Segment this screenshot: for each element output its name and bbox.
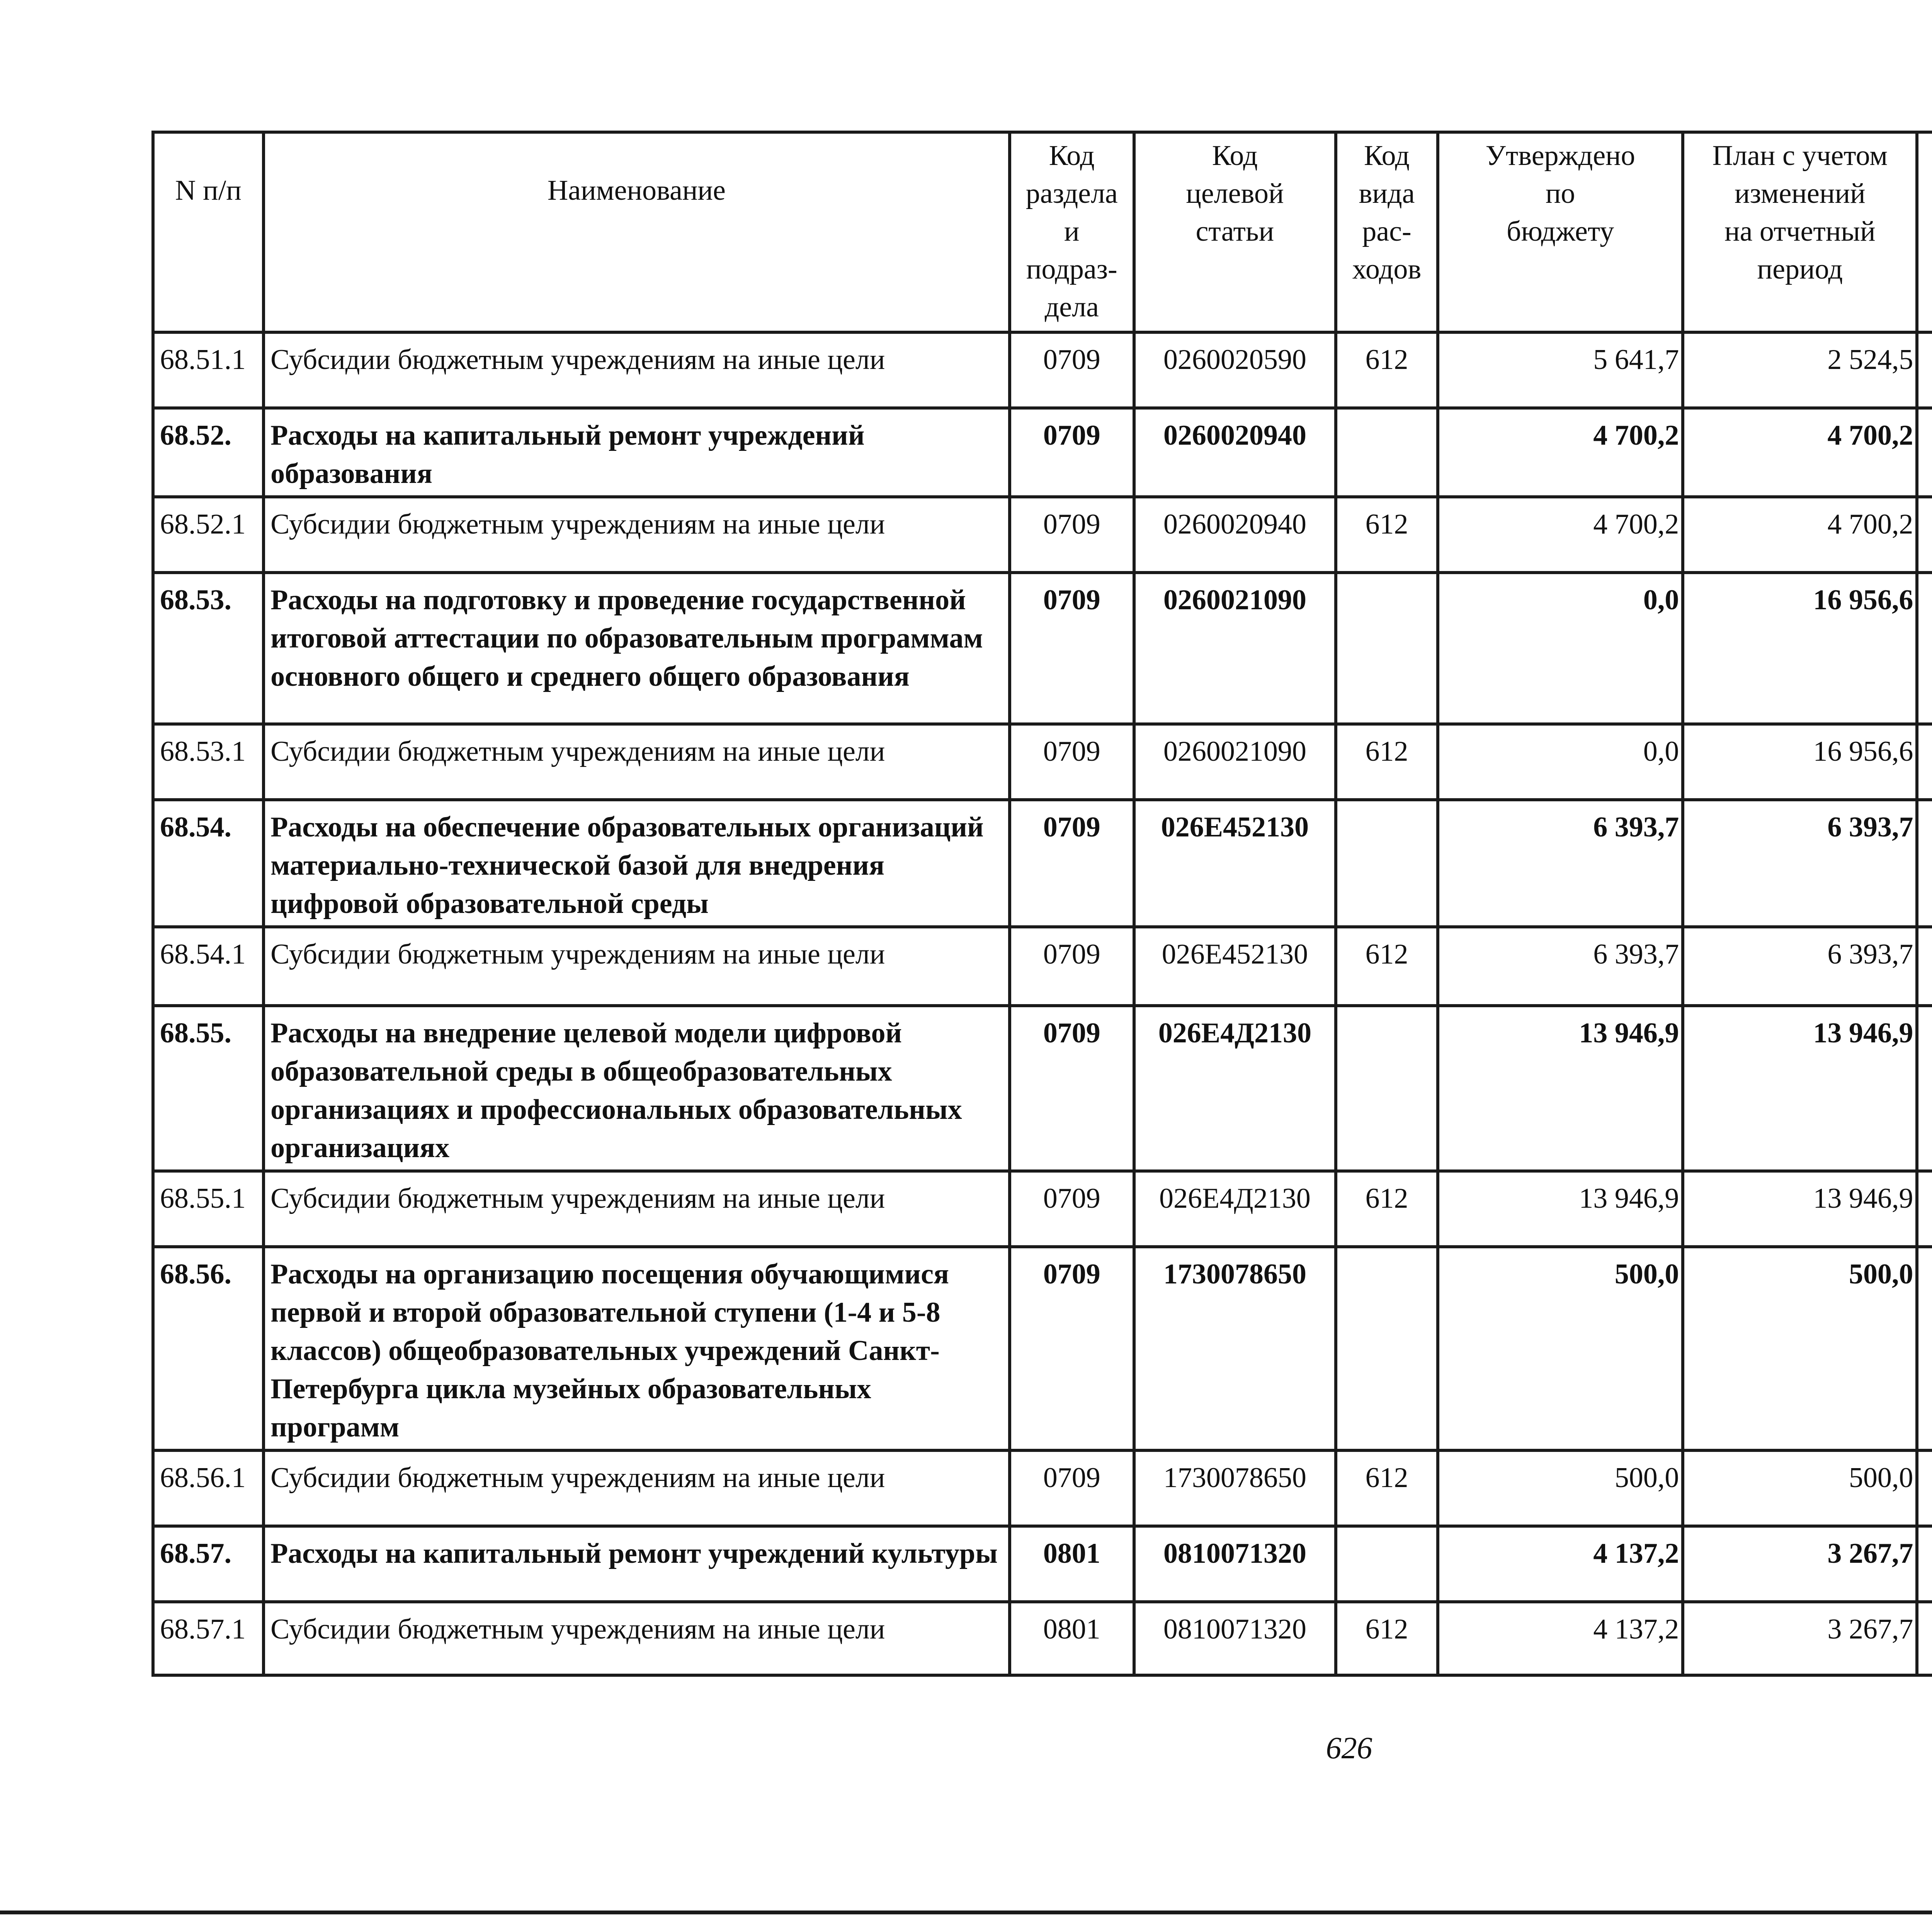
col-num-header [153, 132, 264, 332]
row-utverzhdeno: 0,0 [1438, 573, 1683, 724]
row-ispolneno [1917, 1247, 1932, 1450]
row-utverzhdeno: 500,0 [1438, 1450, 1683, 1526]
row-tselevoy: 0260020940 [1134, 497, 1336, 573]
row-vid: 612 [1336, 332, 1438, 408]
utverzhdeno-line: Утверждено [1485, 140, 1635, 172]
row-tselevoy: 0810071320 [1134, 1526, 1336, 1602]
row-num: 68.52.1 [153, 497, 264, 573]
row-vid [1336, 573, 1438, 724]
tselevoy-line: целевой [1186, 178, 1284, 209]
table-row [153, 408, 1932, 497]
table-row [153, 724, 1932, 800]
row-ispolneno [1917, 1526, 1932, 1602]
row-plan: 16 956,6 [1683, 724, 1917, 800]
row-num: 68.53. [153, 573, 264, 724]
page-number: 626 [1326, 1731, 1372, 1765]
row-utverzhdeno: 4 700,2 [1438, 408, 1683, 497]
row-tselevoy: 1730078650 [1134, 1450, 1336, 1526]
vid-line: вида [1359, 178, 1415, 209]
row-vid: 612 [1336, 1602, 1438, 1675]
row-razdel: 0709 [1010, 1450, 1134, 1526]
row-num: 68.57.1 [153, 1602, 264, 1675]
header-row [153, 132, 1932, 332]
row-num: 68.54. [153, 800, 264, 927]
row-razdel: 0709 [1010, 497, 1134, 573]
row-plan: 13 946,9 [1683, 1006, 1917, 1171]
row-plan: 3 267,7 [1683, 1602, 1917, 1675]
ispolneno-line [1922, 175, 1932, 212]
row-vid: 612 [1336, 497, 1438, 573]
razdel-line: Код [1049, 140, 1095, 172]
row-tselevoy: 1730078650 [1134, 1247, 1336, 1450]
table-row [153, 1006, 1932, 1171]
row-num: 68.51.1 [153, 332, 264, 408]
table-row [153, 1247, 1932, 1450]
ispolneno-line [1922, 212, 1932, 250]
row-plan: 500,0 [1683, 1247, 1917, 1450]
row-ispolneno [1917, 573, 1932, 724]
row-ispolneno [1917, 497, 1932, 573]
row-vid: 612 [1336, 1450, 1438, 1526]
row-razdel: 0709 [1010, 724, 1134, 800]
row-razdel: 0709 [1010, 573, 1134, 724]
row-name: Субсидии бюджетным учреждениям на иные цели [264, 1171, 1010, 1247]
row-name: Расходы на организацию посещения обучающимися первой и второй образовательной ступени (1-4 и 5-8 классов) общеобразовательных учреждений Санкт-Петербурга цикла музейных образовательных программ [264, 1247, 1010, 1450]
table-row [153, 1171, 1932, 1247]
row-name: Расходы на капитальный ремонт учреждений образования [264, 408, 1010, 497]
razdel-line: и [1064, 216, 1080, 247]
vid-line: Код [1364, 140, 1410, 172]
row-name: Расходы на подготовку и проведение государственной итоговой аттестации по образовательным программам основного общего и среднего общего образования [264, 573, 1010, 724]
scan-border-bottom [0, 1911, 1932, 1914]
row-plan: 13 946,9 [1683, 1171, 1917, 1247]
row-num: 68.53.1 [153, 724, 264, 800]
row-name: Субсидии бюджетным учреждениям на иные цели [264, 332, 1010, 408]
row-name: Расходы на капитальный ремонт учреждений культуры [264, 1526, 1010, 1602]
row-ispolneno [1917, 1450, 1932, 1526]
col-tselevoy-header [1134, 132, 1336, 332]
row-utverzhdeno: 4 700,2 [1438, 497, 1683, 573]
table-row [153, 332, 1932, 408]
row-vid [1336, 1247, 1438, 1450]
row-ispolneno [1917, 1171, 1932, 1247]
col-name-header [264, 132, 1010, 332]
row-vid [1336, 800, 1438, 927]
row-ispolneno [1917, 800, 1932, 927]
row-tselevoy: 0810071320 [1134, 1602, 1336, 1675]
row-tselevoy: 0260020940 [1134, 408, 1336, 497]
row-name: Субсидии бюджетным учреждениям на иные цели [264, 1602, 1010, 1675]
row-plan: 16 956,6 [1683, 573, 1917, 724]
row-ispolneno [1917, 1006, 1932, 1171]
row-razdel: 0709 [1010, 408, 1134, 497]
col-name-label: Наименование [547, 175, 726, 206]
row-vid: 612 [1336, 927, 1438, 1006]
table-row [153, 1602, 1932, 1675]
vid-line: ходов [1352, 253, 1422, 285]
row-razdel: 0801 [1010, 1526, 1134, 1602]
razdel-line: дела [1044, 291, 1099, 323]
table-row [153, 1450, 1932, 1526]
row-name: Субсидии бюджетным учреждениям на иные цели [264, 1450, 1010, 1526]
row-name: Субсидии бюджетным учреждениям на иные цели [264, 724, 1010, 800]
row-tselevoy: 026E4Д2130 [1134, 1171, 1336, 1247]
col-vid-header [1336, 132, 1438, 332]
col-razdel-header [1010, 132, 1134, 332]
row-utverzhdeno: 13 946,9 [1438, 1006, 1683, 1171]
row-razdel: 0709 [1010, 1006, 1134, 1171]
row-utverzhdeno: 4 137,2 [1438, 1602, 1683, 1675]
row-razdel: 0709 [1010, 332, 1134, 408]
row-utverzhdeno: 13 946,9 [1438, 1171, 1683, 1247]
table-row [153, 1526, 1932, 1602]
row-utverzhdeno: 0,0 [1438, 724, 1683, 800]
row-utverzhdeno: 6 393,7 [1438, 800, 1683, 927]
row-num: 68.54.1 [153, 927, 264, 1006]
row-tselevoy: 026E4Д2130 [1134, 1006, 1336, 1171]
row-vid [1336, 1006, 1438, 1171]
row-num: 68.52. [153, 408, 264, 497]
row-ispolneno [1917, 1602, 1932, 1675]
col-num-label: N п/п [175, 175, 242, 206]
row-num: 68.55. [153, 1006, 264, 1171]
row-plan: 6 393,7 [1683, 800, 1917, 927]
row-num: 68.56.1 [153, 1450, 264, 1526]
row-razdel: 0709 [1010, 1171, 1134, 1247]
budget-table-sheet [151, 131, 1932, 1677]
row-vid: 612 [1336, 1171, 1438, 1247]
row-num: 68.55.1 [153, 1171, 264, 1247]
col-utverzhdeno-header [1438, 132, 1683, 332]
vid-line: рас- [1362, 216, 1412, 247]
table-row [153, 573, 1932, 724]
tselevoy-line: Код [1212, 140, 1258, 172]
row-plan: 4 700,2 [1683, 408, 1917, 497]
row-plan: 4 700,2 [1683, 497, 1917, 573]
row-utverzhdeno: 5 641,7 [1438, 332, 1683, 408]
row-name: Расходы на внедрение целевой модели цифровой образовательной среды в общеобразовательных организациях и профессиональных образовательных организациях [264, 1006, 1010, 1171]
row-razdel: 0801 [1010, 1602, 1134, 1675]
row-name: Субсидии бюджетным учреждениям на иные цели [264, 927, 1010, 1006]
utverzhdeno-line: по [1545, 178, 1575, 209]
razdel-line: подраз- [1026, 253, 1117, 285]
plan-line: изменений [1734, 178, 1866, 209]
col-plan-header [1683, 132, 1917, 332]
razdel-line: раздела [1026, 178, 1118, 209]
budget-execution-table [151, 131, 1932, 1677]
row-tselevoy: 0260021090 [1134, 573, 1336, 724]
tselevoy-line: статьи [1196, 216, 1274, 247]
row-name: Расходы на обеспечение образовательных организаций материально-технической базой для внедрения цифровой образовательной среды [264, 800, 1010, 927]
row-tselevoy: 0260020590 [1134, 332, 1336, 408]
plan-line: период [1757, 253, 1843, 285]
col-ispolneno-header [1917, 132, 1932, 332]
row-plan: 6 393,7 [1683, 927, 1917, 1006]
row-utverzhdeno: 4 137,2 [1438, 1526, 1683, 1602]
table-row [153, 800, 1932, 927]
row-vid: 612 [1336, 724, 1438, 800]
row-tselevoy: 026E452130 [1134, 800, 1336, 927]
row-ispolneno [1917, 408, 1932, 497]
row-plan: 3 267,7 [1683, 1526, 1917, 1602]
ispolneno-line [1922, 137, 1932, 175]
row-num: 68.57. [153, 1526, 264, 1602]
row-vid [1336, 1526, 1438, 1602]
row-plan: 500,0 [1683, 1450, 1917, 1526]
row-razdel: 0709 [1010, 1247, 1134, 1450]
plan-line: на отчетный [1724, 216, 1876, 247]
row-plan: 2 524,5 [1683, 332, 1917, 408]
row-tselevoy: 026E452130 [1134, 927, 1336, 1006]
row-utverzhdeno: 500,0 [1438, 1247, 1683, 1450]
row-ispolneno [1917, 927, 1932, 1006]
utverzhdeno-line: бюджету [1507, 216, 1614, 247]
row-name: Субсидии бюджетным учреждениям на иные цели [264, 497, 1010, 573]
table-row [153, 927, 1932, 1006]
table-row [153, 497, 1932, 573]
row-num: 68.56. [153, 1247, 264, 1450]
row-ispolneno [1917, 332, 1932, 408]
row-tselevoy: 0260021090 [1134, 724, 1336, 800]
row-ispolneno [1917, 724, 1932, 800]
row-razdel: 0709 [1010, 800, 1134, 927]
row-razdel: 0709 [1010, 927, 1134, 1006]
row-vid [1336, 408, 1438, 497]
row-utverzhdeno: 6 393,7 [1438, 927, 1683, 1006]
plan-line: План с учетом [1712, 140, 1888, 172]
